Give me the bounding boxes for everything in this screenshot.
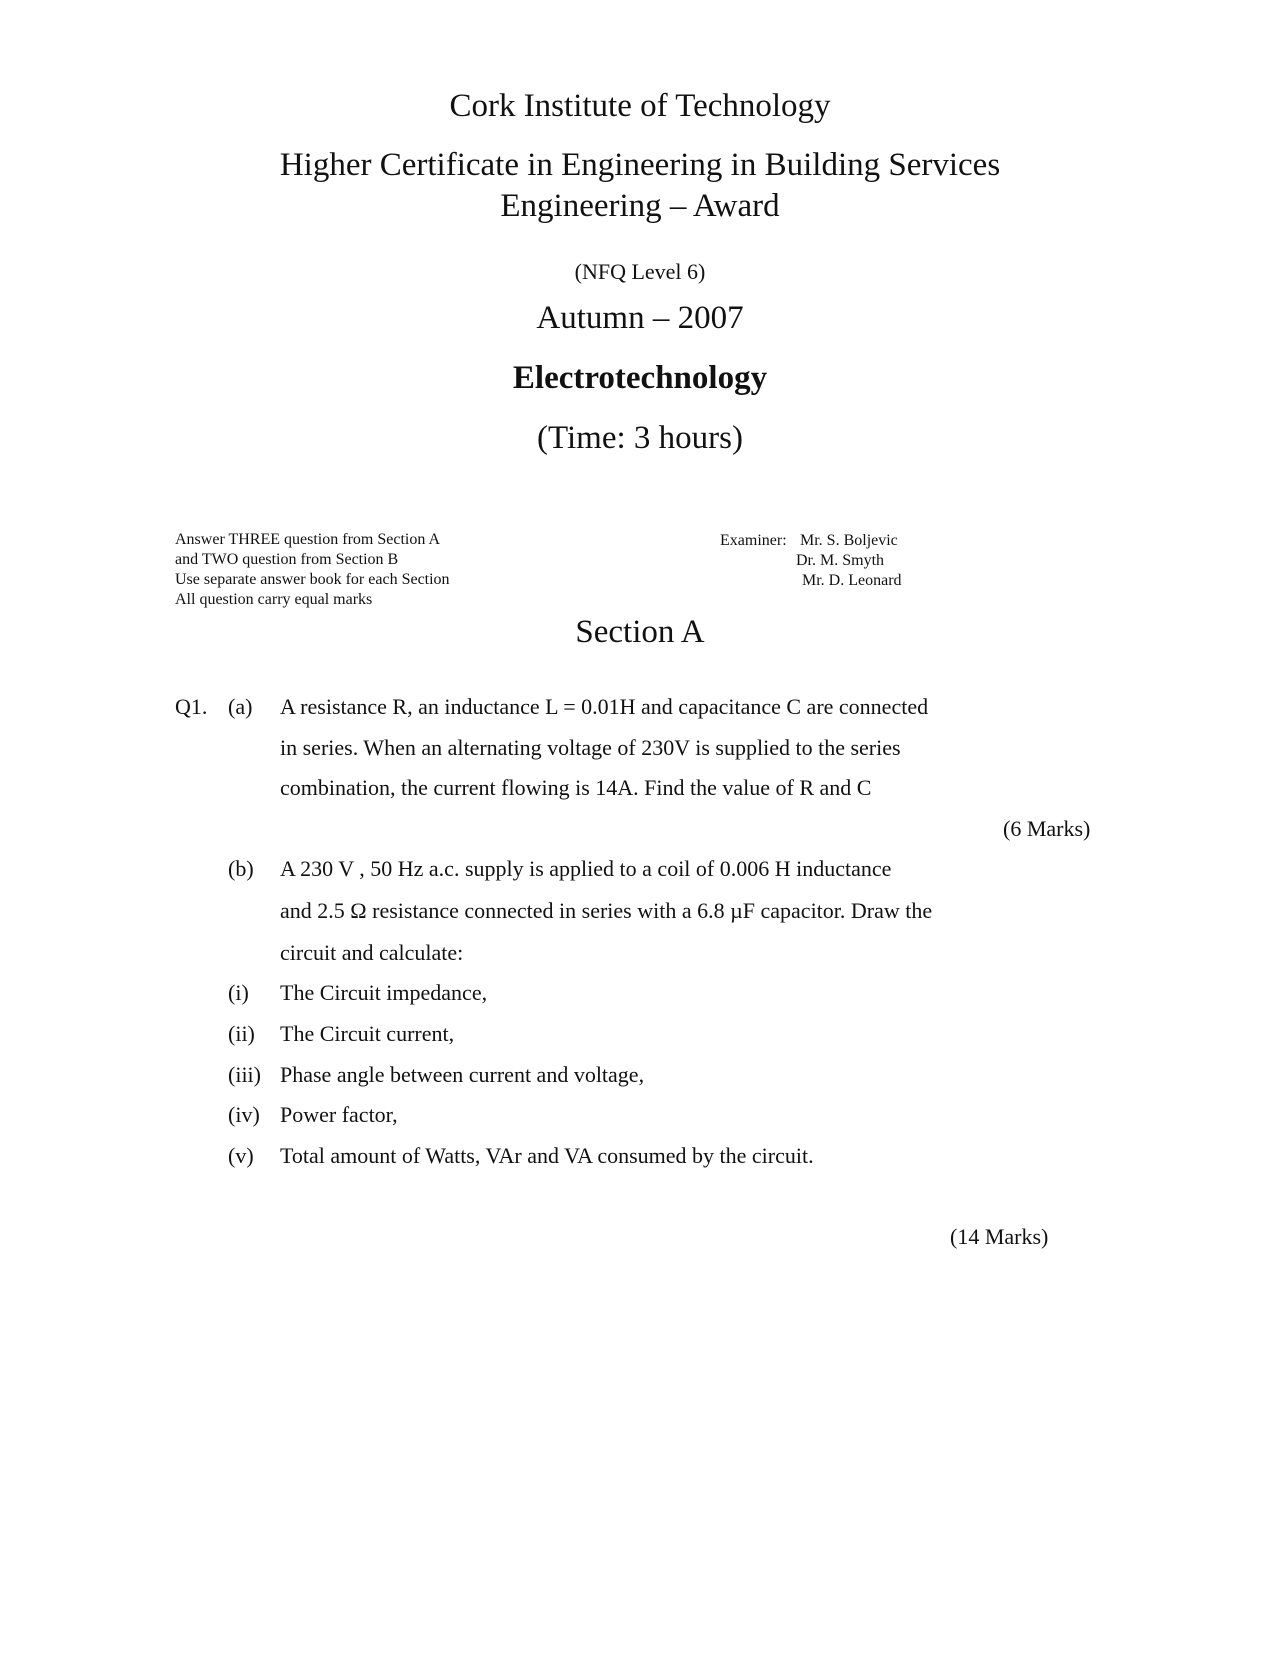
subitem-text: Phase angle between current and voltage, bbox=[280, 1062, 645, 1087]
subitem-label: (i) bbox=[228, 980, 249, 1005]
programme-title-line1: Higher Certificate in Engineering in Building Services bbox=[279, 147, 1001, 183]
examiner-label: Examiner: bbox=[720, 532, 787, 549]
instruction-line: Answer THREE question from Section A bbox=[175, 531, 441, 548]
question-text-line: A 230 V , 50 Hz a.c. supply is applied to a coil of 0.006 H inductance bbox=[280, 856, 892, 881]
part-label: (b) bbox=[228, 856, 254, 881]
examiner-name: Dr. M. Smyth bbox=[796, 552, 885, 569]
examiner-name: Mr. S. Boljevic bbox=[800, 532, 898, 549]
instruction-line: Use separate answer book for each Section bbox=[175, 571, 450, 588]
section-title: Section A bbox=[575, 614, 705, 650]
programme-title-line2: Engineering – Award bbox=[500, 188, 780, 224]
nfq-level: (NFQ Level 6) bbox=[574, 259, 706, 284]
subitem-text: Power factor, bbox=[280, 1102, 398, 1127]
subitem-label: (iii) bbox=[228, 1062, 261, 1087]
marks-label: (14 Marks) bbox=[950, 1224, 1049, 1249]
exam-term: Autumn – 2007 bbox=[536, 300, 744, 336]
examiner-name: Mr. D. Leonard bbox=[802, 572, 902, 589]
subitem-label: (ii) bbox=[228, 1021, 255, 1046]
question-text-line: circuit and calculate: bbox=[280, 940, 464, 965]
subitem-label: (v) bbox=[228, 1143, 254, 1168]
subitem-text: The Circuit impedance, bbox=[280, 980, 488, 1005]
institution-title: Cork Institute of Technology bbox=[449, 88, 831, 124]
exam-duration: (Time: 3 hours) bbox=[537, 420, 743, 456]
question-number: Q1. bbox=[175, 694, 208, 719]
subitem-label: (iv) bbox=[228, 1102, 260, 1127]
subitem-text: The Circuit current, bbox=[280, 1021, 455, 1046]
part-label: (a) bbox=[228, 694, 253, 719]
subitem-text: Total amount of Watts, VAr and VA consumed by the circuit. bbox=[280, 1143, 814, 1168]
instruction-line: and TWO question from Section B bbox=[175, 551, 399, 568]
question-text-line: and 2.5 Ω resistance connected in series with a 6.8 µF capacitor. Draw the bbox=[280, 898, 933, 923]
question-text-line: in series. When an alternating voltage of 230V is supplied to the series bbox=[280, 735, 901, 760]
marks-label: (6 Marks) bbox=[1003, 816, 1091, 841]
subject-title: Electrotechnology bbox=[512, 360, 768, 396]
question-text-line: combination, the current flowing is 14A. Find the value of R and C bbox=[280, 775, 872, 800]
question-text-line: A resistance R, an inductance L = 0.01H and capacitance C are connected bbox=[280, 694, 929, 719]
instruction-line: All question carry equal marks bbox=[175, 591, 373, 608]
